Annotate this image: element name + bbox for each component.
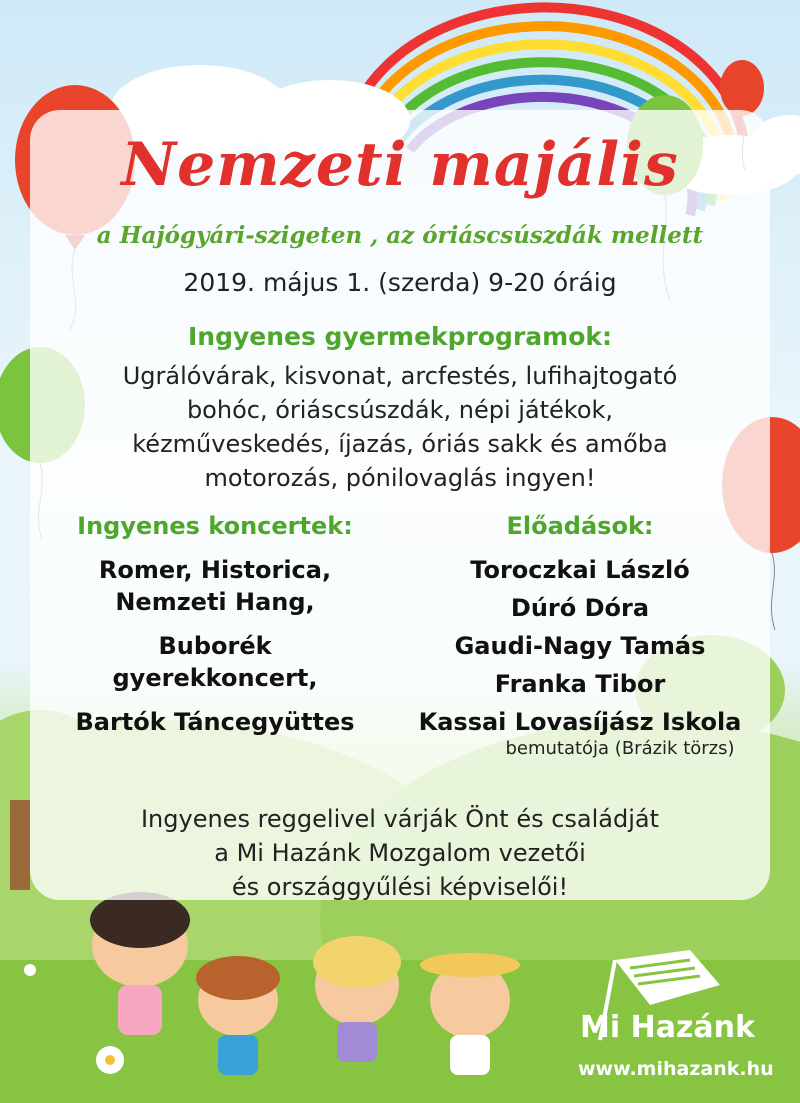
kids-program-line: kézműveskedés, íjazás, óriás sakk és amőba: [132, 430, 668, 458]
event-date: 2019. május 1. (szerda) 9-20 óráig: [183, 268, 617, 297]
concerts-column: [45, 512, 385, 736]
kids-program-line: motorozás, pónilovaglás ingyen!: [204, 464, 596, 492]
footer-line: a Mi Hazánk Mozgalom vezetői: [214, 839, 586, 867]
page-title: Nemzeti majális: [121, 130, 679, 200]
organization-name: Mi Hazánk: [580, 1010, 755, 1045]
lecture-item: Toroczkai László: [470, 556, 690, 584]
concert-item: Bartók Táncegyüttes: [75, 708, 355, 736]
lecture-item: Kassai Lovasíjász Iskola: [418, 708, 742, 736]
kids-program-line: Ugrálóvárak, kisvonat, arcfestés, lufihajtogató: [122, 362, 678, 390]
lectures-column: [385, 512, 775, 759]
lecture-item: Franka Tibor: [494, 670, 666, 698]
footer-line: Ingyenes reggelivel várják Önt és családját: [140, 805, 660, 833]
concert-item: Nemzeti Hang,: [115, 588, 315, 616]
lecture-item: Gaudi-Nagy Tamás: [454, 632, 706, 660]
lectures-heading: Előadások:: [506, 512, 654, 540]
lecture-note: bemutatója (Brázik törzs): [505, 738, 735, 759]
kids-programs-heading: Ingyenes gyermekprogramok:: [187, 322, 613, 351]
event-location: a Hajógyári-szigeten , az óriáscsúszdák mellett: [96, 222, 704, 249]
concert-item: gyerekkoncert,: [112, 664, 318, 692]
lecture-item: Dúró Dóra: [510, 594, 650, 622]
kids-program-line: bohóc, óriáscsúszdák, népi játékok,: [186, 396, 614, 424]
concerts-heading: Ingyenes koncertek:: [77, 512, 353, 540]
footer-line: és országgyűlési képviselői!: [231, 873, 569, 901]
concert-item: Romer, Historica,: [98, 556, 332, 584]
website-url[interactable]: www.mihazank.hu: [578, 1058, 774, 1080]
concert-item: Buborék: [158, 632, 272, 660]
